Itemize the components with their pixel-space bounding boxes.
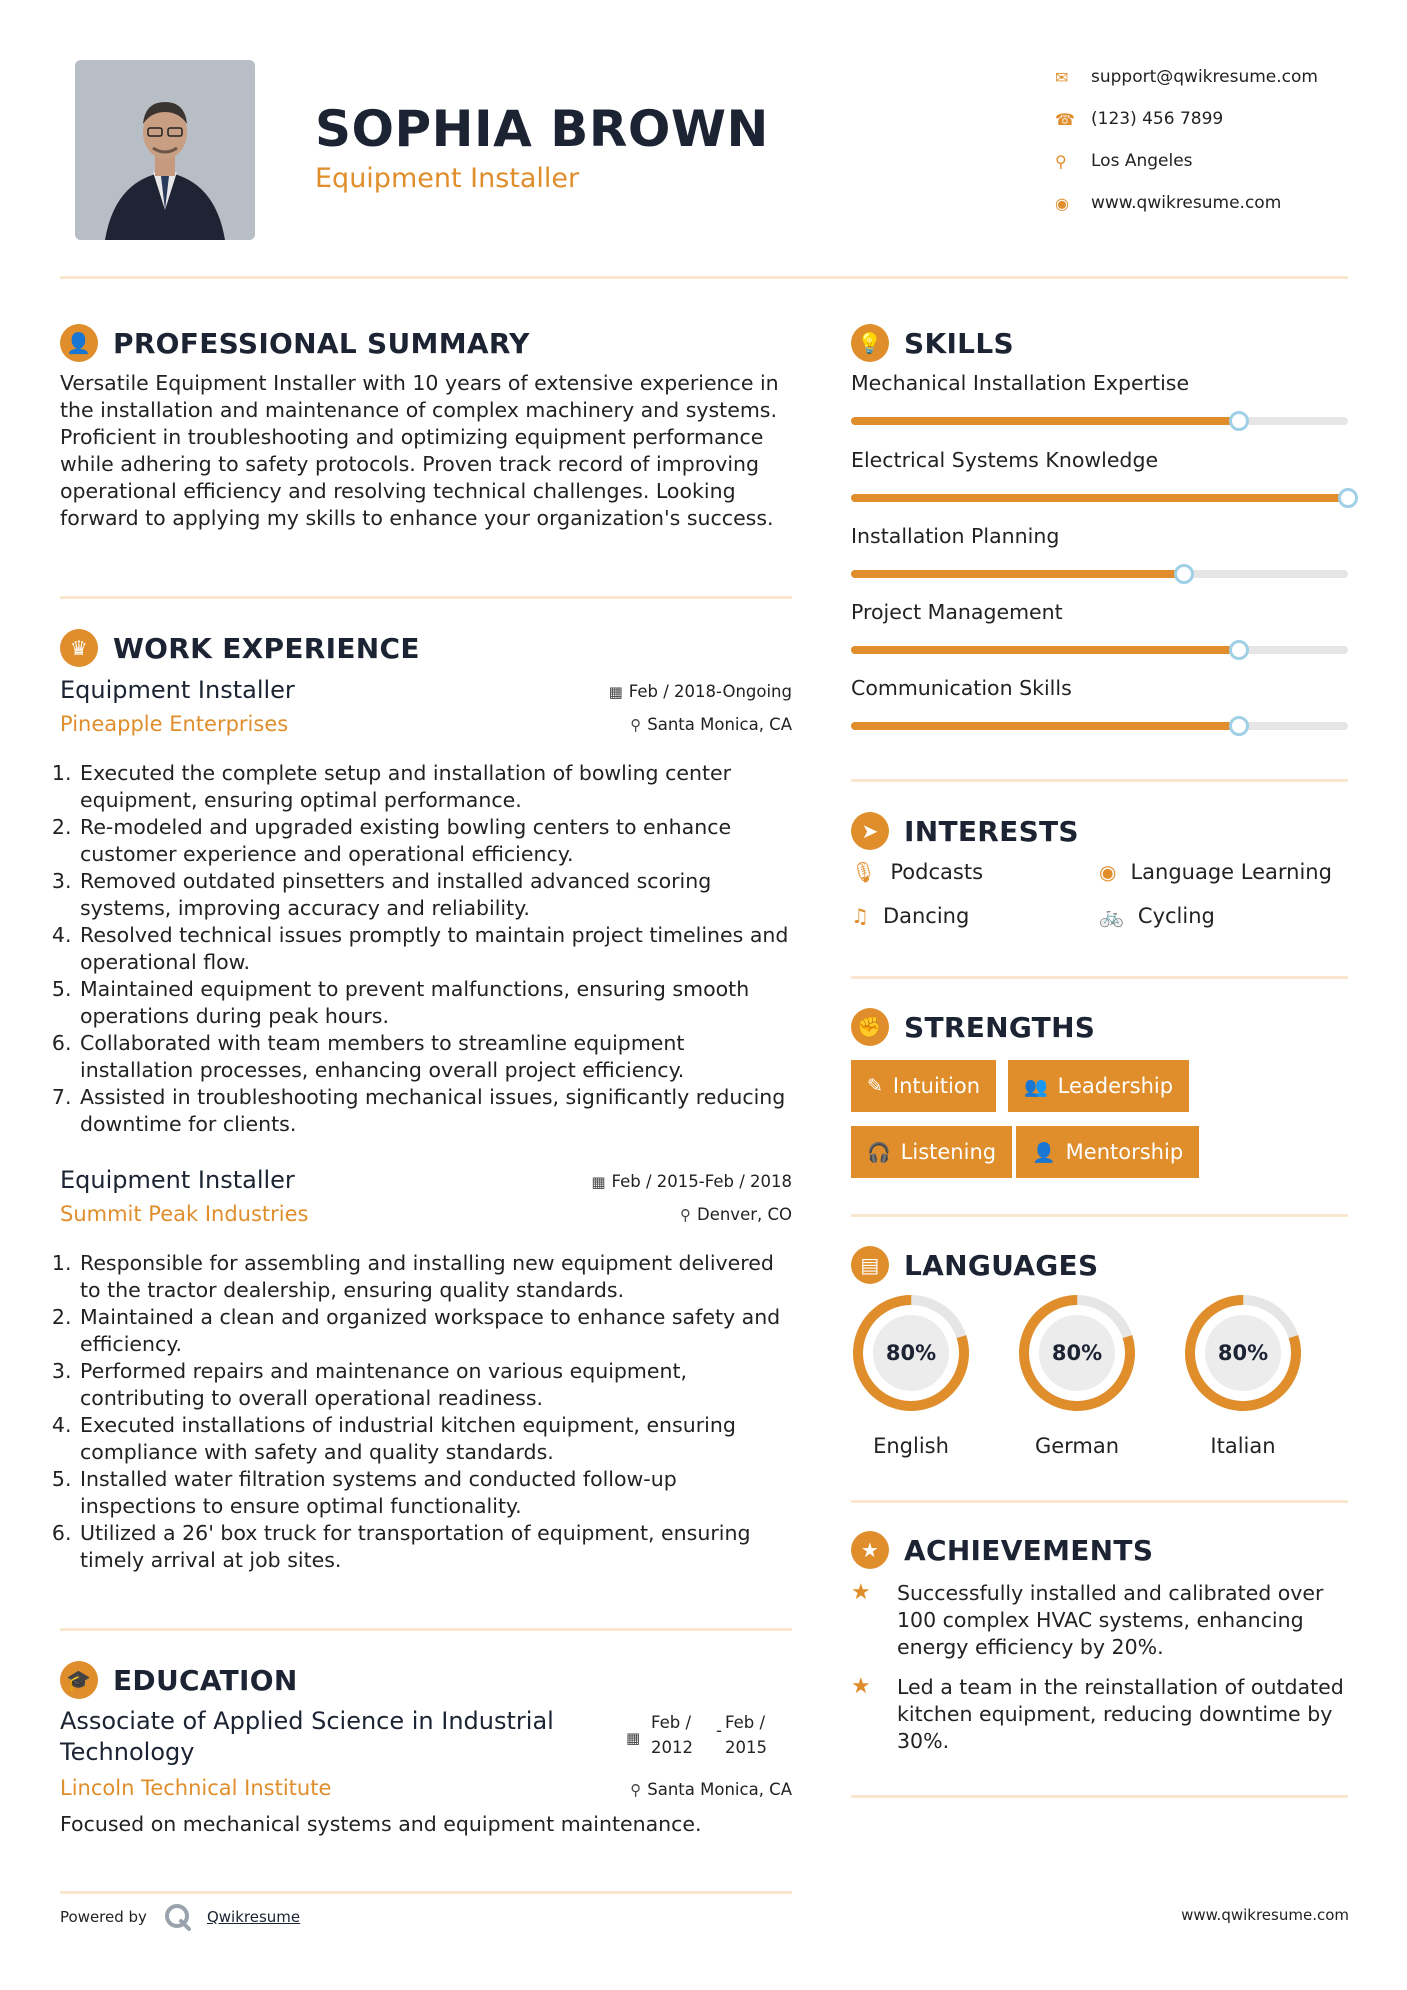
- skill-item: Communication Skills: [851, 676, 1348, 730]
- job-date: ▦ Feb / 2015-Feb / 2018: [591, 1172, 792, 1191]
- candidate-role: Equipment Installer: [315, 163, 580, 194]
- strength-badge: 🎧 Listening: [851, 1126, 1012, 1178]
- section-title-languages: ▤ LANGUAGES: [851, 1246, 1098, 1284]
- skill-bar: [851, 646, 1348, 654]
- footer-powered-by: Powered by Qwikresume: [60, 1902, 300, 1932]
- education-date-start: Feb / 2012: [651, 1713, 693, 1757]
- education-description: Focused on mechanical systems and equipment maintenance.: [60, 1812, 702, 1836]
- list-item: 6. Utilized a 26' box truck for transportation of equipment, ensuring timely arrival at job sites.: [78, 1520, 792, 1574]
- language-name: English: [873, 1434, 949, 1458]
- list-item: 2. Maintained a clean and organized workspace to enhance safety and efficiency.: [78, 1304, 792, 1358]
- header-divider: [60, 276, 1348, 279]
- strength-badge: ✎ Intuition: [851, 1060, 996, 1112]
- skill-knob: [1174, 564, 1194, 584]
- section-title-summary: 👤 PROFESSIONAL SUMMARY: [60, 324, 530, 362]
- paper-plane-icon: ➤: [851, 812, 889, 850]
- skill-item: Electrical Systems Knowledge: [851, 448, 1348, 502]
- skill-knob: [1229, 411, 1249, 431]
- music-note-icon: ♫: [851, 904, 869, 928]
- contact-website[interactable]: ◉ www.qwikresume.com: [1055, 193, 1282, 213]
- job-bullets: [60, 1250, 792, 1574]
- contact-phone[interactable]: ☎ (123) 456 7899: [1055, 109, 1224, 129]
- star-icon: ★: [851, 1674, 871, 1699]
- user-plus-icon: 👤: [1032, 1141, 1056, 1164]
- language-name: German: [1034, 1434, 1120, 1458]
- list-item: 4. Executed installations of industrial kitchen equipment, ensuring compliance with safety and quality standards.: [78, 1412, 792, 1466]
- section-title-achievements: ★ ACHIEVEMENTS: [851, 1531, 1153, 1569]
- interest-item: ♫ Dancing: [851, 904, 970, 928]
- bicycle-icon: 🚲: [1099, 904, 1124, 928]
- strength-badge: 👤 Mentorship: [1016, 1126, 1199, 1178]
- achievements-divider: [851, 1795, 1348, 1798]
- job-company: Summit Peak Industries: [60, 1202, 309, 1226]
- language-item: [1016, 1292, 1138, 1458]
- globe-icon: ◉: [1055, 193, 1069, 213]
- chair-icon: ♛: [60, 629, 98, 667]
- language-name: Italian: [1210, 1434, 1276, 1458]
- star-badge-icon: ★: [851, 1531, 889, 1569]
- users-icon: 👥: [1024, 1075, 1048, 1098]
- job-company: Pineapple Enterprises: [60, 712, 289, 736]
- section-title-skills: 💡 SKILLS: [851, 324, 1014, 362]
- strengths-divider: [851, 1214, 1348, 1217]
- list-item: 5. Maintained equipment to prevent malfunctions, ensuring smooth operations during peak hours.: [78, 976, 792, 1030]
- achievement-item: ★ Led a team in the reinstallation of outdated kitchen equipment, reducing downtime by 30%.: [851, 1674, 1344, 1753]
- skill-item: Mechanical Installation Expertise: [851, 371, 1348, 425]
- language-percent: 80%: [885, 1341, 937, 1365]
- languages-divider: [851, 1500, 1348, 1503]
- calendar-icon: ▦: [608, 683, 623, 701]
- list-item: 7. Assisted in troubleshooting mechanical issues, significantly reducing downtime for clients.: [78, 1084, 792, 1138]
- job-entry-1: [60, 676, 792, 1138]
- envelope-icon: ✉: [1055, 67, 1069, 87]
- language-item: [1182, 1292, 1304, 1458]
- language-percent: 80%: [1051, 1341, 1103, 1365]
- job-title: Equipment Installer: [60, 1166, 295, 1194]
- microphone-icon: 🎙: [851, 860, 877, 884]
- job-date: ▦ Feb / 2018-Ongoing: [608, 682, 792, 701]
- qwikresume-logo-icon: [163, 1902, 193, 1932]
- lightbulb-icon: 💡: [851, 324, 889, 362]
- skill-bar: [851, 722, 1348, 730]
- interest-item: ◉ Language Learning: [1099, 860, 1332, 884]
- calendar-icon: ▦: [626, 1729, 641, 1747]
- education-degree: Associate of Applied Science in Industrial Technology: [60, 1707, 554, 1766]
- list-item: 4. Resolved technical issues promptly to maintain project timelines and operational flow.: [78, 922, 792, 976]
- job-location: ⚲ Denver, CO: [679, 1205, 792, 1224]
- education-location: ⚲ Santa Monica, CA: [630, 1780, 792, 1799]
- pin-icon: ⚲: [630, 716, 642, 734]
- skill-knob: [1229, 640, 1249, 660]
- phone-icon: ☎: [1055, 109, 1075, 129]
- skill-item: Project Management: [851, 600, 1348, 654]
- list-item: 2. Re-modeled and upgraded existing bowling centers to enhance customer experience and operational efficiency.: [78, 814, 792, 868]
- job-title: Equipment Installer: [60, 676, 295, 704]
- footer-site-link[interactable]: www.qwikresume.com: [1181, 1906, 1349, 1924]
- education-divider: [60, 1891, 792, 1894]
- list-item: 5. Installed water filtration systems and conducted follow-up inspections to ensure optimal functionality.: [78, 1466, 792, 1520]
- skill-knob: [1338, 488, 1358, 508]
- interest-item: 🎙 Podcasts: [851, 860, 984, 884]
- skill-item: Installation Planning: [851, 524, 1348, 578]
- contact-list: [1055, 56, 1355, 224]
- magic-wand-icon: ✎: [867, 1075, 883, 1097]
- contact-email[interactable]: ✉ support@qwikresume.com: [1055, 67, 1318, 87]
- section-title-interests: ➤ INTERESTS: [851, 812, 1079, 850]
- footer-brand-link[interactable]: Qwikresume: [206, 1908, 301, 1926]
- fist-icon: ✊: [851, 1008, 889, 1046]
- list-item: 3. Removed outdated pinsetters and installed advanced scoring systems, improving accuracy and reliability.: [78, 868, 792, 922]
- interests-divider: [851, 976, 1348, 979]
- pin-icon: ⚲: [679, 1206, 691, 1224]
- location-pin-icon: ⚲: [1055, 151, 1067, 171]
- skill-bar: [851, 494, 1348, 502]
- summary-divider: [60, 596, 792, 599]
- list-item: 3. Performed repairs and maintenance on various equipment, contributing to overall operational readiness.: [78, 1358, 792, 1412]
- language-percent: 80%: [1217, 1341, 1269, 1365]
- contact-location: ⚲ Los Angeles: [1055, 151, 1193, 171]
- job-location: ⚲ Santa Monica, CA: [630, 715, 792, 734]
- summary-text: Versatile Equipment Installer with 10 years of extensive experience in the installation and maintenance of complex machinery and systems. Proficient in troubleshooting and optimizing equipment performance while adhering to safety protocols. Proven track record of improving operational efficiency and resolving technical challenges. Looking forward to applying my skills to enhance your organization's success.: [60, 371, 779, 530]
- star-icon: ★: [851, 1580, 871, 1605]
- graduate-icon: 🎓: [60, 1661, 98, 1699]
- strength-badge: 👥 Leadership: [1008, 1060, 1189, 1112]
- globe-icon: ◉: [1099, 860, 1117, 884]
- section-title-work: ♛ WORK EXPERIENCE: [60, 629, 420, 667]
- section-title-strengths: ✊ STRENGTHS: [851, 1008, 1095, 1046]
- skills-divider: [851, 779, 1348, 782]
- date-separator: -: [716, 1721, 722, 1740]
- headphones-icon: 🎧: [867, 1141, 891, 1164]
- list-item: 1. Executed the complete setup and installation of bowling center equipment, ensuring optimal performance.: [78, 760, 792, 814]
- language-item: [850, 1292, 972, 1458]
- user-icon: 👤: [60, 324, 98, 362]
- work-divider: [60, 1628, 792, 1631]
- education-institution: Lincoln Technical Institute: [60, 1776, 332, 1800]
- skill-bar: [851, 417, 1348, 425]
- id-card-icon: ▤: [851, 1246, 889, 1284]
- list-item: 6. Collaborated with team members to streamline equipment installation processes, enhancing overall project efficiency.: [78, 1030, 792, 1084]
- list-item: 1. Responsible for assembling and installing new equipment delivered to the tractor dealership, ensuring quality standards.: [78, 1250, 792, 1304]
- skill-knob: [1229, 716, 1249, 736]
- section-title-education: 🎓 EDUCATION: [60, 1661, 298, 1699]
- skill-bar: [851, 570, 1348, 578]
- achievement-item: ★ Successfully installed and calibrated over 100 complex HVAC systems, enhancing energy efficiency by 20%.: [851, 1580, 1324, 1659]
- profile-photo: [75, 60, 255, 240]
- calendar-icon: ▦: [591, 1173, 606, 1191]
- pin-icon: ⚲: [630, 1781, 642, 1799]
- job-entry-2: [60, 1166, 792, 1574]
- candidate-name: SOPHIA BROWN: [315, 100, 769, 158]
- interest-item: 🚲 Cycling: [1099, 904, 1215, 928]
- job-bullets: [60, 760, 792, 1138]
- education-date-end: Feb / 2015: [725, 1713, 767, 1757]
